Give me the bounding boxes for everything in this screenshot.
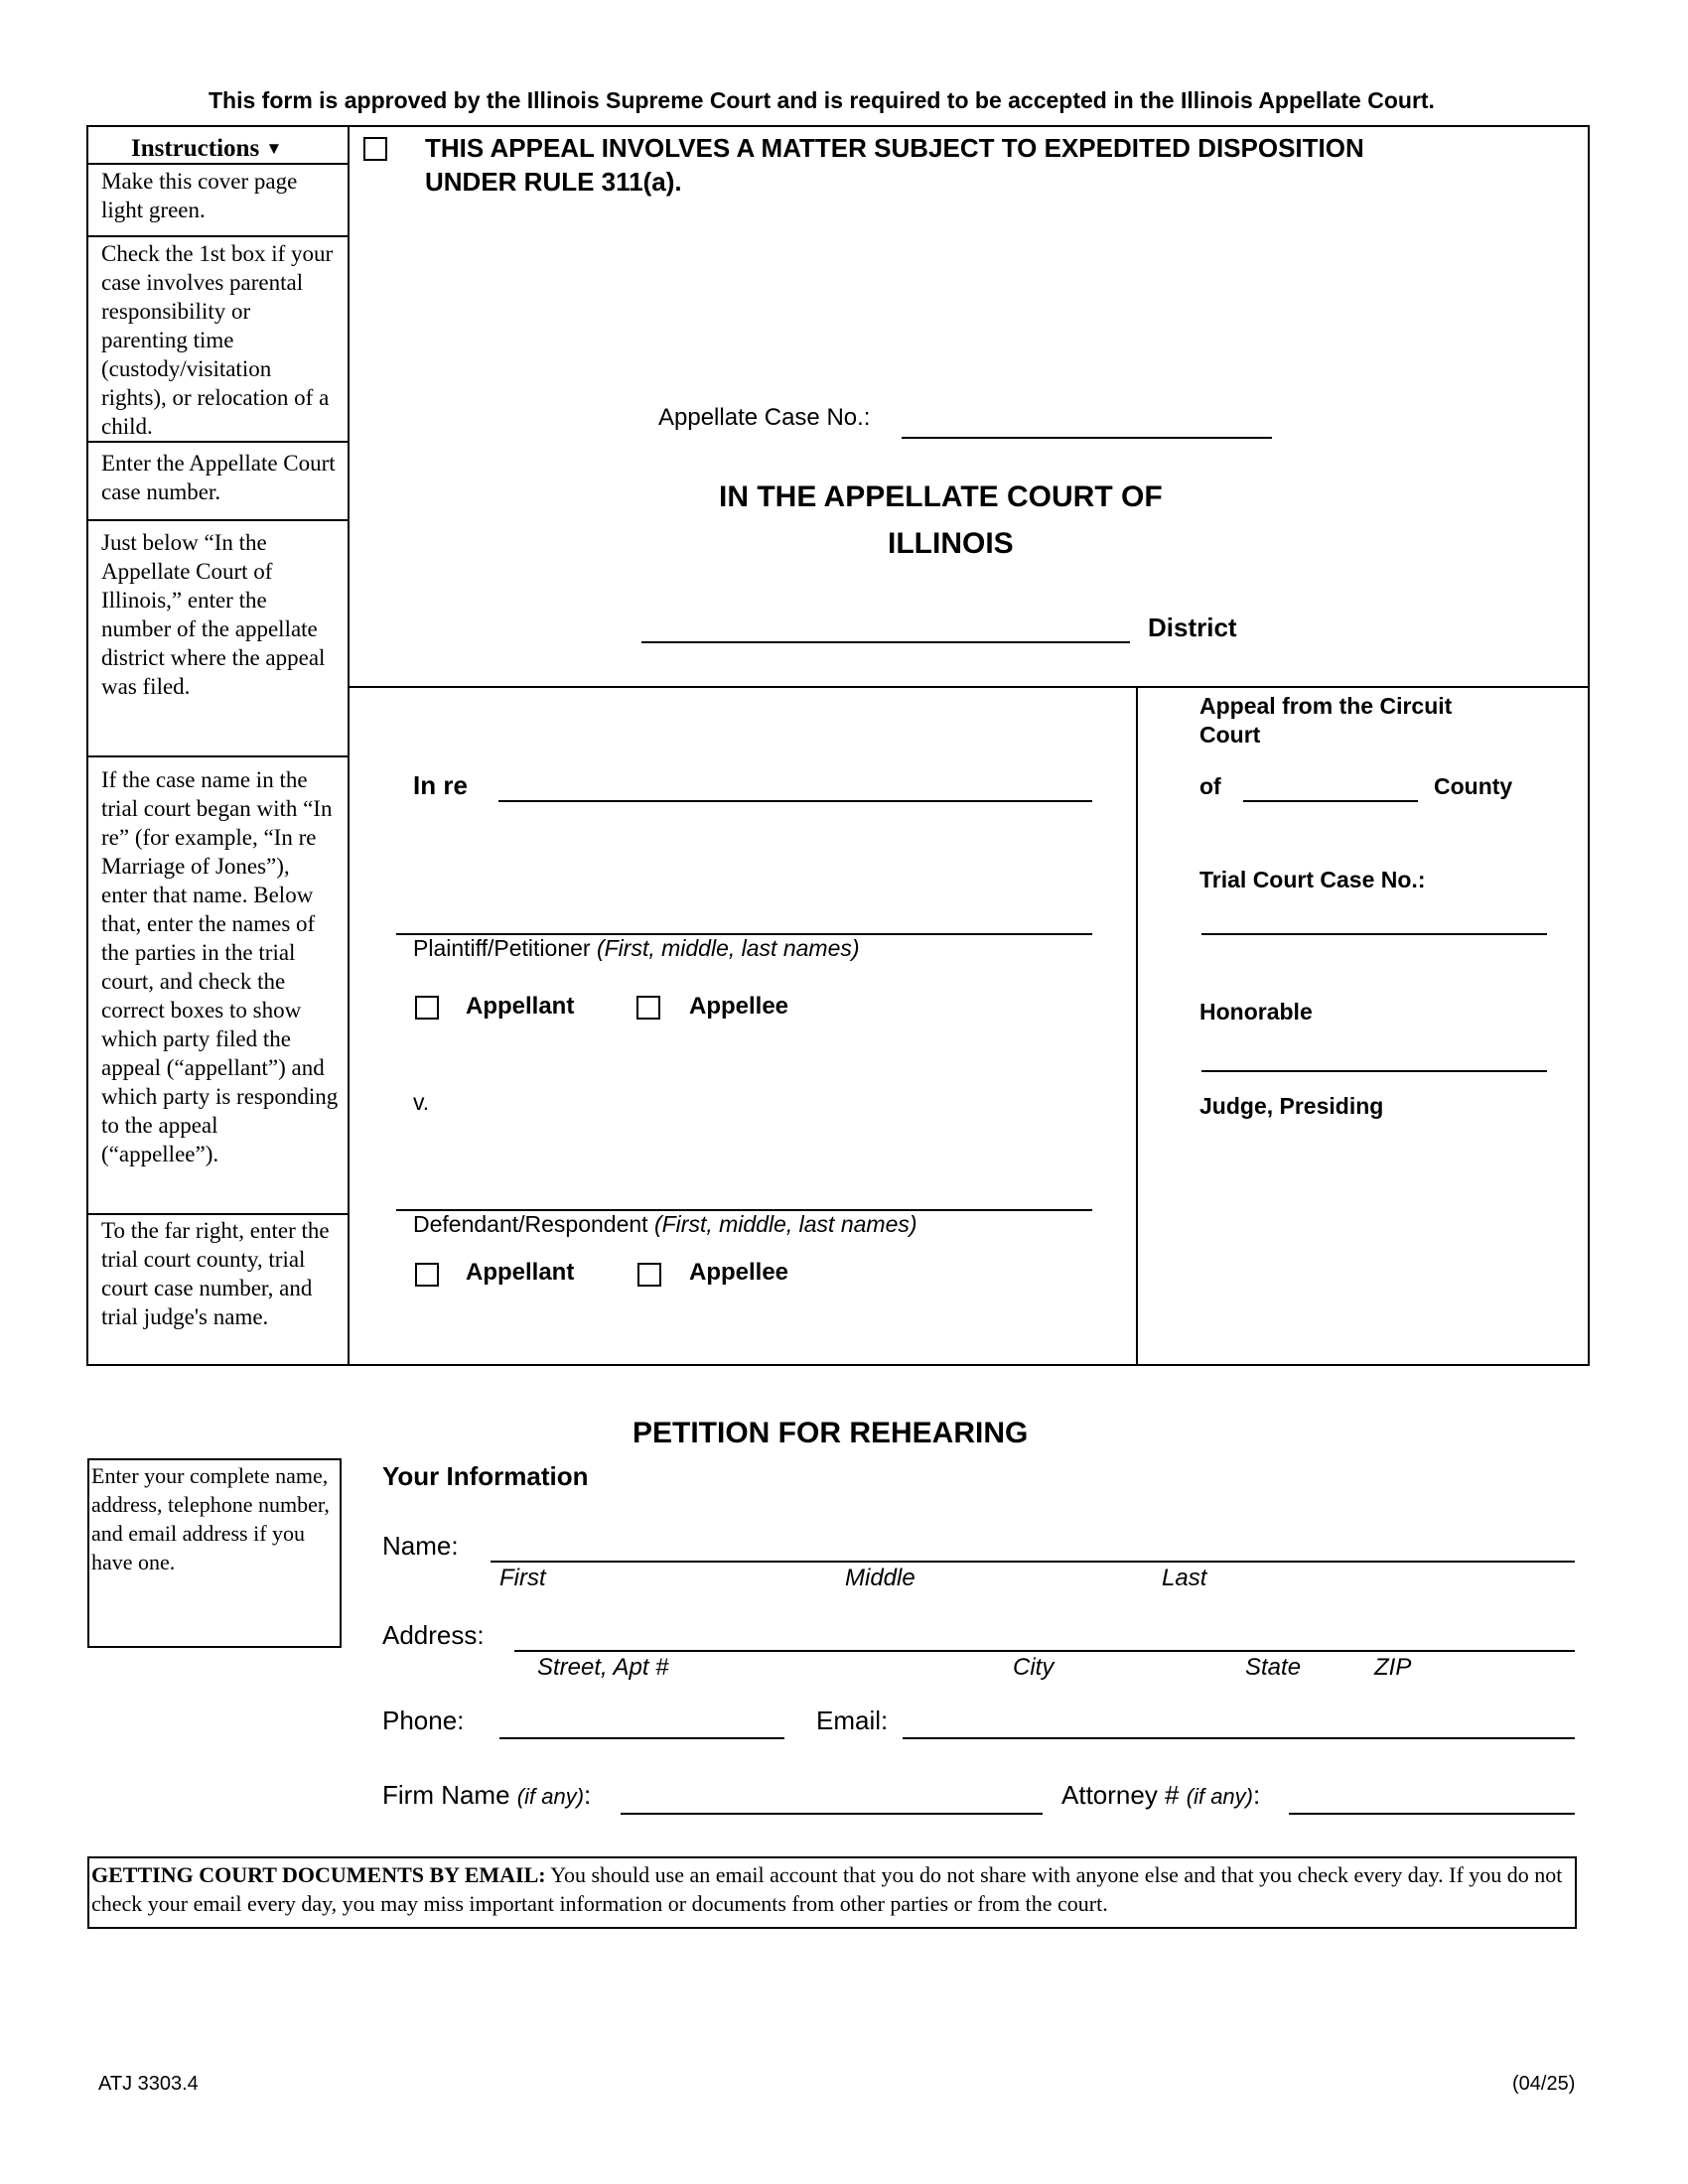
county-label: County (1434, 773, 1513, 799)
form-revision: (04/25) (1512, 2073, 1576, 2095)
circuit-column-divider (1136, 686, 1138, 1366)
attorney-number-hint: (if any) (1186, 1784, 1253, 1809)
plaintiff-label-text: Plaintiff/Petitioner (413, 935, 591, 961)
address-zip-caption: ZIP (1374, 1654, 1412, 1681)
court-title-line-2: ILLINOIS (888, 527, 1014, 560)
instructions-column-divider (348, 125, 350, 1366)
email-notice-box (87, 1856, 1577, 1929)
name-last-caption: Last (1162, 1565, 1207, 1591)
instruction-divider (86, 441, 348, 443)
instruction-item: Just below “In the Appellate Court of Illinois,” enter the number of the appellate district where the appeal was filed. (101, 530, 326, 699)
judge-presiding-label: Judge, Presiding (1199, 1093, 1384, 1119)
instruction-item: To the far right, enter the trial court county, trial court case number, and trial judge's name. (101, 1218, 330, 1329)
versus-label: v. (413, 1089, 430, 1115)
district-input[interactable] (641, 614, 1130, 643)
district-label: District (1148, 613, 1237, 642)
defendant-name-input[interactable] (396, 1181, 1092, 1211)
name-middle-caption: Middle (845, 1565, 915, 1591)
address-street-caption: Street, Apt # (537, 1654, 669, 1681)
county-input[interactable] (1243, 772, 1418, 802)
plaintiff-appellant-label: Appellant (466, 993, 575, 1020)
attorney-number-label-text: Attorney # (1061, 1780, 1180, 1810)
trial-case-number-label: Trial Court Case No.: (1199, 867, 1426, 892)
phone-input[interactable] (499, 1709, 784, 1739)
email-label: Email: (816, 1706, 889, 1735)
instruction-divider (86, 235, 348, 237)
email-notice-text: You should use an email account that you do not share with anyone else and that you check every day. If you do not check your email every day, you may miss important information or documents from other parties or from the court. (91, 1862, 1563, 1916)
address-input[interactable] (514, 1622, 1575, 1652)
instruction-divider (86, 1213, 348, 1215)
instructions-title-divider (86, 163, 348, 165)
email-notice-heading: GETTING COURT DOCUMENTS BY EMAIL: (91, 1862, 546, 1887)
instruction-item: If the case name in the trial court began with “In re” (for example, “In re Marriage of Jones”), enter that name. Below that, enter the names of the parties in the trial court, and check the correct boxes to show which party filed the appeal (“appellant”) and which party is responding to the appeal (“appellee”). (101, 767, 339, 1166)
attorney-number-input[interactable] (1289, 1785, 1575, 1815)
form-id: ATJ 3303.4 (98, 2073, 199, 2095)
your-information-heading: Your Information (382, 1461, 589, 1491)
expedited-disposition-checkbox[interactable] (363, 137, 387, 161)
defendant-appellee-label: Appellee (689, 1259, 789, 1286)
instruction-divider (86, 519, 348, 521)
appeal-from-line-1: Appeal from the Circuit (1199, 693, 1453, 719)
appellate-case-number-input[interactable] (902, 409, 1272, 439)
appeal-from-line-2: Court (1199, 722, 1261, 748)
in-re-label: In re (413, 770, 468, 800)
firm-name-label-text: Firm Name (382, 1780, 510, 1810)
firm-name-colon: : (584, 1780, 592, 1810)
instruction-divider (86, 755, 348, 757)
address-label: Address: (382, 1620, 485, 1650)
instructions-title[interactable] (131, 135, 282, 163)
attorney-number-colon: : (1253, 1780, 1261, 1810)
defendant-label (413, 1211, 917, 1238)
firm-name-input[interactable] (621, 1785, 1043, 1815)
phone-label: Phone: (382, 1706, 465, 1735)
instructions-title-text: Instructions (131, 135, 260, 162)
defendant-label-text: Defendant/Respondent (413, 1211, 648, 1237)
caret-down-icon: ▼ (265, 139, 283, 158)
defendant-hint: (First, middle, last names) (653, 1211, 917, 1237)
judge-name-input[interactable] (1201, 1042, 1547, 1072)
plaintiff-name-input[interactable] (396, 905, 1092, 935)
plaintiff-appellant-checkbox[interactable] (415, 996, 439, 1020)
attorney-number-label (1061, 1780, 1260, 1811)
caption-divider (348, 686, 1590, 688)
name-first-caption: First (499, 1565, 546, 1591)
email-input[interactable] (903, 1709, 1575, 1739)
approval-notice: This form is approved by the Illinois Supreme Court and is required to be accepted in the Illinois Appellate Court. (209, 87, 1435, 113)
plaintiff-hint: (First, middle, last names) (596, 935, 860, 961)
name-label: Name: (382, 1531, 459, 1561)
instruction-item: Check the 1st box if your case involves parental responsibility or parenting time (custody/visitation rights), or relocation of a child. (101, 241, 334, 439)
plaintiff-appellee-checkbox[interactable] (636, 996, 660, 1020)
firm-name-hint: (if any) (516, 1784, 585, 1809)
address-city-caption: City (1013, 1654, 1055, 1681)
plaintiff-label (413, 935, 860, 962)
expedited-line-1: THIS APPEAL INVOLVES A MATTER SUBJECT TO EXPEDITED DISPOSITION (425, 133, 1364, 163)
of-label: of (1199, 773, 1221, 799)
defendant-appellant-checkbox[interactable] (415, 1263, 439, 1287)
address-state-caption: State (1245, 1654, 1302, 1681)
petition-title: PETITION FOR REHEARING (633, 1417, 1029, 1449)
appellate-case-number-label: Appellate Case No.: (658, 404, 871, 431)
plaintiff-appellee-label: Appellee (689, 993, 789, 1020)
firm-name-label (382, 1780, 591, 1811)
contact-instruction-box: Enter your complete name, address, telephone number, and email address if you have one. (87, 1458, 342, 1648)
name-input[interactable] (491, 1533, 1575, 1563)
defendant-appellant-label: Appellant (466, 1259, 575, 1286)
court-title-line-1: IN THE APPELLATE COURT OF (719, 480, 1163, 513)
instruction-item: Make this cover page light green. (101, 169, 298, 222)
trial-case-number-input[interactable] (1201, 905, 1547, 935)
instruction-item: Enter the Appellate Court case number. (101, 451, 336, 504)
honorable-label: Honorable (1199, 999, 1313, 1024)
expedited-line-2: UNDER RULE 311(a). (425, 167, 682, 197)
defendant-appellee-checkbox[interactable] (637, 1263, 661, 1287)
in-re-input[interactable] (498, 772, 1092, 802)
